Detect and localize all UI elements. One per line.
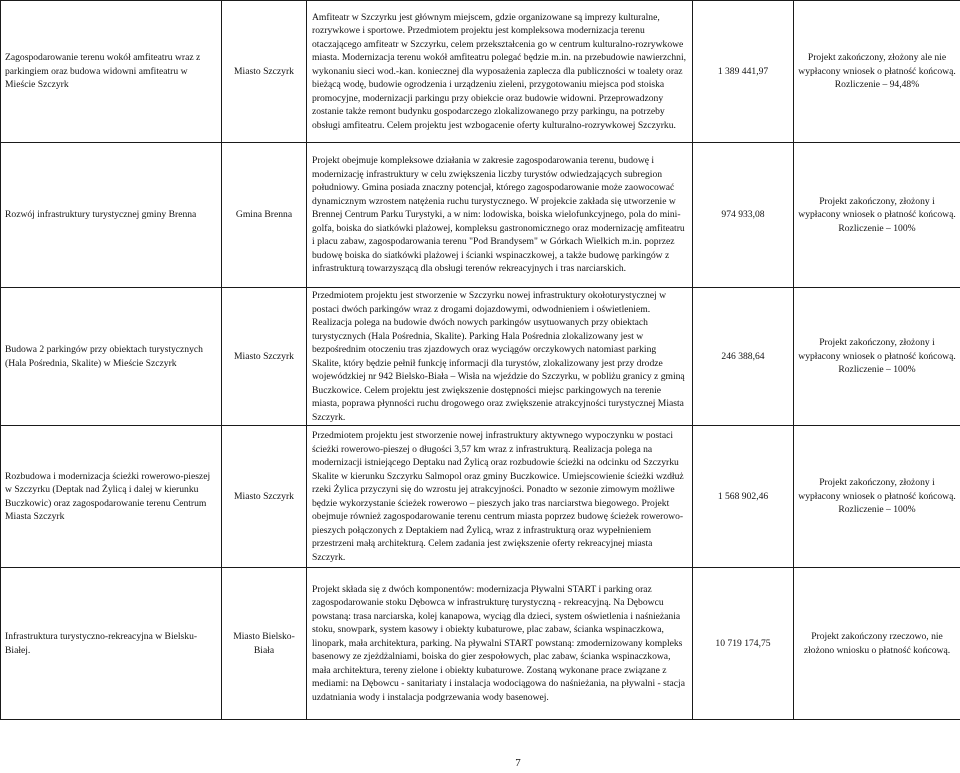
table-row — [1, 143, 960, 288]
project-title: Zagospodarowanie terenu wokół amfiteatru wraz z parkingiem oraz budowa widowni amfiteatru w Mieście Szczyrk — [1, 1, 222, 143]
beneficiary: Gmina Brenna — [222, 143, 307, 288]
project-value: 974 933,08 — [693, 143, 794, 288]
project-title: Rozwój infrastruktury turystycznej gminy Brenna — [1, 143, 222, 288]
table-row — [1, 426, 960, 568]
project-description: Przedmiotem projektu jest stworzenie w Szczyrku nowej infrastruktury okołoturystycznej w postaci dwóch parkingów wraz z drogami dojazdowymi, odwodnieniem i oświetleniem. Realizacja polega na budowie dwóch nowych parkingów usytuowanych przy obiektach turystycznych (Hala Pośrednia, Skalite). Parking Hala Pośrednia zlokalizowany jest w bezpośrednim otoczeniu tras zjazdowych oraz wyciągów orczykowych natomiast parking Skalite, który będzie pełnił funkcję informacji dla turystów, zlokalizowany jest przy drodze wojewódzkiej nr 942 Bielsko-Biała – Wisła na wjeździe do Szczyrku, w pobliżu granicy z gminą Buczkowice. Celem projektu jest zwiększenie dostępności miejsc parkingowych na terenie miasta, poprawa płynności ruchu drogowego oraz zwiększenie atrakcyjności turystycznej Miasta Szczyrk. — [307, 288, 693, 426]
project-status: Projekt zakończony, złożony i wypłacony wniosek o płatność końcową. Rozliczenie – 100% — [794, 288, 960, 426]
project-description: Amfiteatr w Szczyrku jest głównym miejscem, gdzie organizowane są imprezy kulturalne, rozrywkowe i sportowe. Przedmiotem projektu jest kompleksowa modernizacja terenu otaczającego amfiteatr w Szczyrku, celem przekształcenia go w centrum kulturalno-rozrywkowe miasta. Modernizacja terenu wokół amfiteatru polegać będzie m.in. na przebudowie nawierzchni, wykonaniu sieci wod.-kan. koniecznej dla wyposażenia zaplecza dla publiczności w toalety oraz bieżącą wodę, budowie ogrodzenia i urządzeniu zieleni, przygotowaniu miejsca pod stoiska promocyjne, modernizacji parkingu przy obiekcie oraz budowie widowni. Przeprowadzony zostanie także remont budynku gospodarczego zlokalizowanego przy parkingu, na potrzeby obsługi amfiteatru. Celem projektu jest wzbogacenie oferty kulturalno-rozrywkowej Szczyrku. — [307, 1, 693, 143]
project-status: Projekt zakończony, złożony i wypłacony wniosek o płatność końcową. Rozliczenie – 100% — [794, 426, 960, 568]
table-row — [1, 568, 960, 720]
table-row — [1, 288, 960, 426]
project-status: Projekt zakończony, złożony i wypłacony wniosek o płatność końcową. Rozliczenie – 100% — [794, 143, 960, 288]
project-status: Projekt zakończony, złożony ale nie wypłacony wniosek o płatność końcową. Rozliczenie – 94,48% — [794, 1, 960, 143]
project-description: Przedmiotem projektu jest stworzenie nowej infrastruktury aktywnego wypoczynku w postaci ścieżki rowerowo-pieszej o długości 3,57 km wraz z infrastrukturą. Realizacja polega na modernizacji istniejącego Deptaku nad Żylicą oraz rozbudowie ścieżki na odcinku od Szczyrku Skalite w kierunku Szczyrku Salmopol oraz gminy Buczkowice. Umiejscowienie ścieżki wzdłuż rzeki Żylica przyczyni się do wzrostu jej atrakcyjności. Ponadto w sezonie zimowym możliwe będzie wykorzystanie ścieżek rowerowo – pieszych jako tras narciarstwa biegowego. Projekt obejmuje również zagospodarowanie terenu centrum miasta poprzez budowę ścieżek rowerowo-pieszych połączonych z Deptakiem nad Żylicą, wraz z infrastrukturą oraz wypełnieniem przestrzeni małą architekturą. Celem zadania jest zwiększenie oferty rekreacyjnej miasta Szczyrk. — [307, 426, 693, 568]
beneficiary: Miasto Szczyrk — [222, 1, 307, 143]
project-title: Budowa 2 parkingów przy obiektach turystycznych (Hala Pośrednia, Skalite) w Mieście Szczyrk — [1, 288, 222, 426]
project-description: Projekt obejmuje kompleksowe działania w zakresie zagospodarowania terenu, budowę i modernizację infrastruktury w celu zwiększenia liczby turystów odwiedzających subregion południowy. Gmina posiada znaczny potencjał, którego zagospodarowanie może zaowocować dynamicznym wzrostem natężenia ruchu turystycznego. W projekcie zakłada się utworzenie w Brennej Centrum Parku Turystyki, a w nim: lodowiska, boiska wielofunkcyjnego, pola do mini-golfa, boiska do siatkówki plażowej, kompleksu gastronomicznego oraz modernizację amfiteatru i placu zabaw, zagospodarowania terenu "Pod Brandysem" w Górkach Wielkich m.in. poprzez budowę boiska do siatkówki plażowej i ścianki wspinaczkowej, a także budowę parkingów z infrastrukturą towarzyszącą dla obsługi terenów rekreacyjnych i tras narciarskich. — [307, 143, 693, 288]
project-value: 1 568 902,46 — [693, 426, 794, 568]
project-title: Infrastruktura turystyczno-rekreacyjna w Bielsku-Białej. — [1, 568, 222, 720]
project-description: Projekt składa się z dwóch komponentów: modernizacja Pływalni START i parking oraz zagospodarowanie stoku Dębowca w infrastrukturę turystyczną - rekreacyjną. Na Dębowcu powstaną: trasa narciarska, kolej kanapowa, wyciąg dla dzieci, system oświetlenia i naśnieżania stoku, snowpark, system kasowy i obiekty kubaturowe, plac zabaw, ścianka wspinaczkowa, linopark, mała architektura, parking. Na pływalni START powstaną: zmodernizowany kompleks basenowy ze zjeżdżalniami, boiska do gier zespołowych, plac zabaw, ścianka wspinaczkowa, mała architektura, tereny zielone i obiekty kubaturowe. Zostaną wykonane prace związane z mediami: na Dębowcu - sanitariaty i instalacja wodociągowa do naśnieżania, na pływalni - stacja uzdatniania wody i instalacja podgrzewania wody basenowej. — [307, 568, 693, 720]
table-row — [1, 1, 960, 143]
beneficiary: Miasto Szczyrk — [222, 288, 307, 426]
beneficiary: Miasto Bielsko-Biała — [222, 568, 307, 720]
project-value: 10 719 174,75 — [693, 568, 794, 720]
project-title: Rozbudowa i modernizacja ścieżki rowerowo-pieszej w Szczyrku (Deptak nad Żylicą i dalej w kierunku Buczkowic) oraz zagospodarowanie terenu Centrum Miasta Szczyrk — [1, 426, 222, 568]
beneficiary: Miasto Szczyrk — [222, 426, 307, 568]
project-value: 1 389 441,97 — [693, 1, 794, 143]
page-number: 7 — [515, 757, 521, 769]
project-value: 246 388,64 — [693, 288, 794, 426]
project-status: Projekt zakończony rzeczowo, nie złożono wniosku o płatność końcową. — [794, 568, 960, 720]
